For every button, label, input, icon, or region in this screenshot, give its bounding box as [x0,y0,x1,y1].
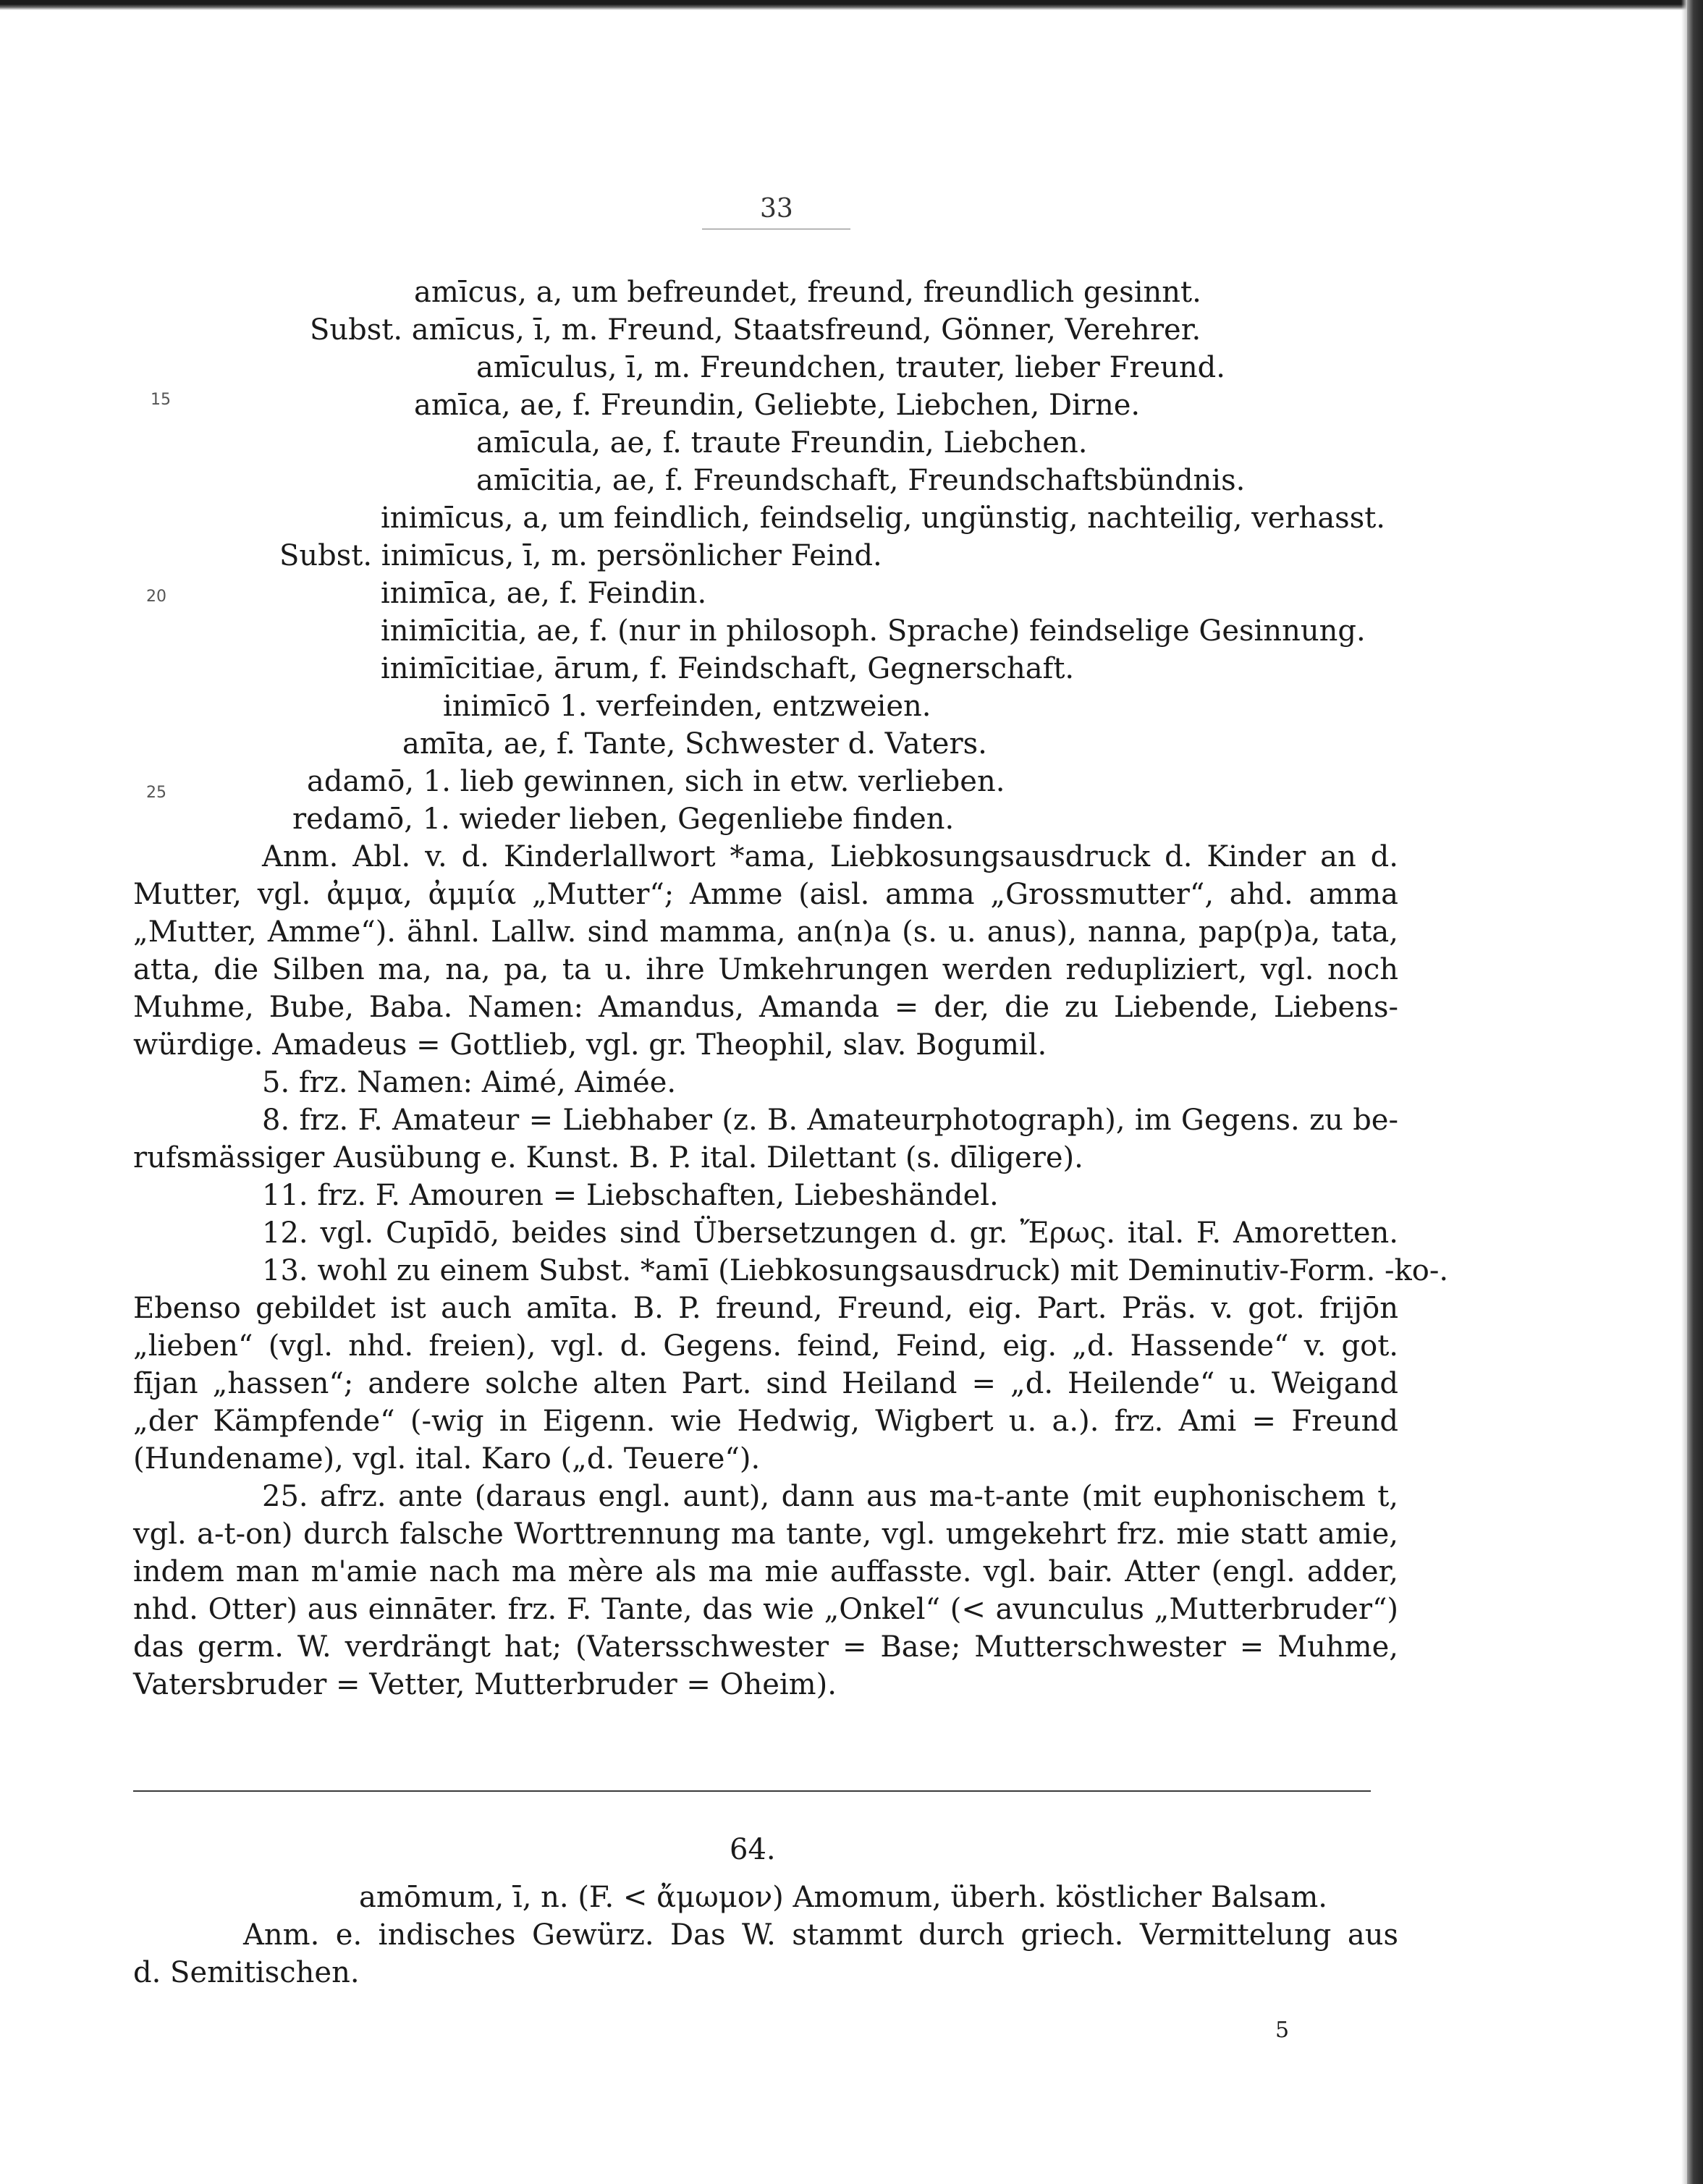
line-number-20: 20 [146,588,166,606]
entry-line: amīta, ae, f. Tante, Schwester d. Vaters. [402,727,987,761]
note-line: atta, die Silben ma, na, pa, ta u. ihre Umkehrungen werden redupliziert, vgl. noch [133,953,1398,986]
entry-line: amīca, ae, f. Freundin, Geliebte, Liebchen, Dirne. [414,389,1141,422]
page-number: 33 [760,194,793,224]
section-number: 64. [730,1833,776,1866]
entry-line: amīcula, ae, f. traute Freundin, Liebchen. [476,426,1088,460]
note-line: 13. wohl zu einem Subst. *amī (Liebkosungsausdruck) mit Deminutiv-Form. -ko-. [262,1254,1449,1287]
note-line: fījan „hassen“; andere solche alten Part. sind Heiland = „d. Heilende“ u. Weigand [133,1367,1398,1400]
entry-line: adamō, 1. lieb gewinnen, sich in etw. verlieben. [307,765,1005,798]
note-line: rufsmässiger Ausübung e. Kunst. B. P. ital. Dilettant (s. dīligere). [133,1141,1083,1174]
note-line: „der Kämpfende“ (-wig in Eigenn. wie Hedwig, Wigbert u. a.). frz. Ami = Freund [133,1405,1398,1438]
note-line: „lieben“ (vgl. nhd. freien), vgl. d. Gegens. feind, Feind, eig. „d. Hassende“ v. got. [133,1329,1398,1363]
section-note: Anm. e. indisches Gewürz. Das W. stammt durch griech. Vermittelung aus [243,1918,1398,1952]
note-line: 12. vgl. Cupīdō, beides sind Übersetzungen d. gr. Ἔρως. ital. F. Amoretten. [262,1216,1398,1250]
signature-mark: 5 [1275,2018,1290,2043]
entry-line: inimīcitiae, ārum, f. Feindschaft, Gegnerschaft. [381,652,1075,685]
line-number-15: 15 [151,391,171,409]
entry-line: inimīcitia, ae, f. (nur in philosoph. Sprache) feindselige Gesinnung. [381,614,1366,648]
note-line: (Hundename), vgl. ital. Karo („d. Teuere“). [133,1442,761,1476]
entry-line: inimīcō 1. verfeinden, entzweien. [443,690,931,723]
note-line: vgl. a-t-on) durch falsche Worttrennung ma tante, vgl. umgekehrt frz. mie statt amie, [133,1518,1398,1551]
note-line: Ebenso gebildet ist auch amīta. B. P. freund, Freund, eig. Part. Präs. v. got. frijōn [133,1292,1398,1325]
note-line: 8. frz. F. Amateur = Liebhaber (z. B. Amateurphotograph), im Gegens. zu be- [262,1104,1398,1137]
entry-line: inimīca, ae, f. Feindin. [381,577,707,610]
note-line: 11. frz. F. Amouren = Liebschaften, Liebeshändel. [262,1179,999,1212]
note-line: Vatersbruder = Vetter, Mutterbruder = Oheim). [133,1668,837,1701]
note-line: nhd. Otter) aus einnāter. frz. F. Tante, das wie „Onkel“ (< avunculus „Mutterbruder“) [133,1593,1398,1626]
note-line: Muhme, Bube, Baba. Namen: Amandus, Amanda = der, die zu Liebende, Liebens- [133,991,1398,1024]
section-entry: amōmum, ī, n. (F. < ἄμωμον) Amomum, überh. köstlicher Balsam. [359,1881,1327,1914]
entry-line: amīcus, a, um befreundet, freund, freundlich gesinnt. [414,276,1201,309]
section-divider [133,1790,1371,1792]
section-note-continued: d. Semitischen. [133,1956,360,1989]
note-line: würdige. Amadeus = Gottlieb, vgl. gr. Theophil, slav. Bogumil. [133,1028,1047,1062]
note-line: „Mutter, Amme“). ähnl. Lallw. sind mamma, an(n)a (s. u. anus), nanna, pap(p)a, tata, [133,915,1398,949]
entry-line: redamō, 1. wieder lieben, Gegenliebe finden. [292,803,955,836]
entry-line: inimīcus, a, um feindlich, feindselig, ungünstig, nachteilig, verhasst. [381,501,1386,535]
note-line: indem man m'amie nach ma mère als ma mie auffasste. vgl. bair. Atter (engl. adder, [133,1555,1398,1588]
note-line: das germ. W. verdrängt hat; (Vatersschwester = Base; Mutterschwester = Muhme, [133,1630,1398,1664]
note-line: Anm. Abl. v. d. Kinderlallwort *ama, Liebkosungsausdruck d. Kinder an d. [262,840,1398,873]
note-line: 25. afrz. ante (daraus engl. aunt), dann aus ma-t-ante (mit euphonischem t, [262,1480,1398,1513]
note-line: Mutter, vgl. ἀμμα, ἀμμία „Mutter“; Amme (aisl. amma „Grossmutter“, ahd. amma [133,878,1398,911]
line-number-25: 25 [146,784,166,802]
note-line: 5. frz. Namen: Aimé, Aimée. [262,1066,677,1099]
entry-line: Subst. amīcus, ī, m. Freund, Staatsfreund, Gönner, Verehrer. [310,313,1201,347]
entry-line: Subst. inimīcus, ī, m. persönlicher Feind. [279,539,882,572]
entry-line: amīculus, ī, m. Freundchen, trauter, lieber Freund. [476,351,1225,384]
entry-line: amīcitia, ae, f. Freundschaft, Freundschaftsbündnis. [476,464,1246,497]
